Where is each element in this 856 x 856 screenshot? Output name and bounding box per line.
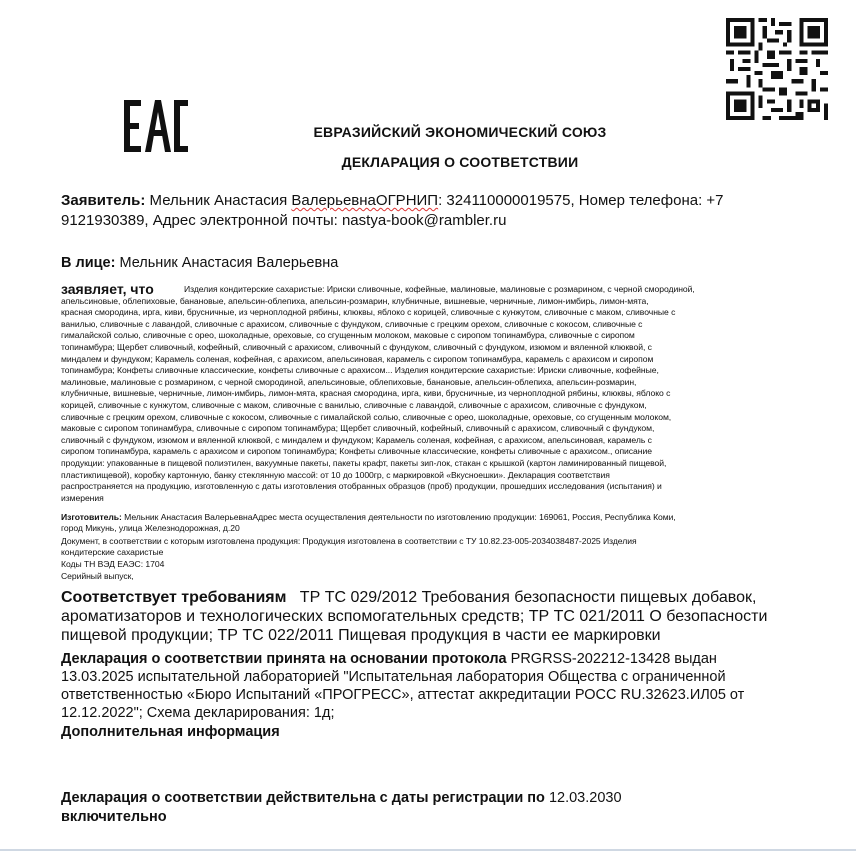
description-line: сиропом топинамбура, карамель с арахисом и сиропом топинамбура; Конфеты сливочные классические, конфеты сливочные с арахисом., описание: [61, 446, 652, 457]
description-line: распространяется на продукцию, изготовленную с даты изготовления отобранных образцов (проб) продукции, прошедших исследования (испытания) и: [61, 481, 662, 492]
description-line: миндалем и фундуком; Карамель соленая, кофейная, с арахисом, апельсиновая, карамель с сиропом топинамбура, карамель с арахисом и сиропом: [61, 353, 654, 364]
description-line: сливочные с грецким орехом, сливочные с кокосом, сливочные с гималайской солью, сливочные с орео, шоколадные, ореховые, со сгущенным молоком,: [61, 411, 672, 422]
description-line: корицей, сливочные с кунжутом, сливочные с маком, сливочные с ванилью, сливочные с лавандой, сливочные с арахисом, сливочные с фундуком,: [61, 400, 647, 410]
description-line: пластикпищевой), коробку картонную, банку стеклянную массой: от 10 до 1000гр, с маркировкой «Вкусноешки». Декларация соответствия: [61, 469, 610, 480]
document-line-1: Документ, в соответствии с которым изготовлена продукция: Продукция изготовлена в соответствии с ТУ 10.82.23-005-2034038487-2025 Изделия: [61, 536, 637, 546]
applicant-label: Заявитель:: [61, 192, 146, 209]
union-title: ЕВРАЗИЙСКИЙ ЭКОНОМИЧЕСКИЙ СОЮЗ: [313, 124, 607, 140]
description-line: апельсиновые, облепиховые, банановые, апельсин-облепиха, апельсин-розмарин, клубничные, вишневые, черничные, лимон-имбирь, лимон-мята,: [61, 295, 649, 306]
description-line: клубничные, вишневые, черничные, лимон-имбирь, лимон-мята, красная смородина, ирга, киви, брусничные, из черноплодной рябины, клюквы, яблоко с: [61, 388, 671, 399]
validity-line-1: Декларация о соответствии действительна с даты регистрации по 12.03.2030: [61, 790, 622, 806]
serial-release: Серийный выпуск,: [61, 571, 134, 581]
description-line: красная смородина, ирга, киви, брусничные, из черноплодной рябины, клюквы, яблоко с корицей, сливочные с кунжутом, сливочные с маком, сливочные с: [61, 307, 676, 318]
description-line: Изделия кондитерские сахаристые: Ириски сливочные, кофейные, малиновые, малиновые с розмарином, с черной смородиной,: [184, 284, 695, 294]
validity-date: 12.03.2030: [548, 790, 622, 806]
manufacturer-line-2: город Микунь, улица Железнодорожная, д.20: [61, 523, 240, 533]
description-line: маковые с сиропом топинамбура, сливочные с сиропом топинамбура; Щербет сливочный, кофейный, сливочный с арахисом, сливочный с фундуком,: [61, 423, 655, 434]
applicant-line-2: 9121930389, Адрес электронной почты: nastya-book@rambler.ru: [61, 212, 507, 229]
requirements-line-3: пищевой продукции; ТР ТС 022/2011 Пищевая продукция в части ее маркировки: [61, 627, 661, 644]
applicant-patronymic: ВалерьевнаОГРНИП: [291, 192, 439, 209]
document-line-2: кондитерские сахаристые: [61, 547, 164, 557]
validity-line-2: включительно: [61, 809, 167, 825]
description-line: топинамбура; Конфеты сливочные классические, конфеты сливочные с арахисом... Изделия кондитерские сахаристые: Ириски сливочные, кофейные,: [61, 365, 659, 376]
protocol-line-2: 13.03.2025 испытательной лабораторией "Испытательная лаборатория Общества с ограниченной: [61, 669, 726, 685]
requirements-line-1: Соответствует требованиям ТР ТС 029/2012 Требования безопасности пищевых добавок,: [61, 589, 757, 606]
description-line: измерения: [61, 492, 104, 503]
document-title: ДЕКЛАРАЦИЯ О СООТВЕТСТВИИ: [341, 154, 579, 170]
declares-label: заявляет, что: [61, 281, 154, 297]
applicant-name: Мельник Анастасия: [149, 192, 292, 209]
protocol-line-3: ответственностью «Бюро Испытаний «ПРОГРЕСС», аттестат аккредитации РОСС RU.32623.ИЛ05 от: [61, 687, 745, 703]
description-line: ванилью, сливочные с лавандой, сливочные с арахисом, сливочные с фундуком, сливочные с грецким орехом, сливочные с кокосом, сливочные с: [61, 318, 643, 329]
description-line: малиновые, малиновые с розмарином, с черной смородиной, апельсиновые, облепиховые, банановые, апельсин-облепиха, апельсин-розмарин,: [61, 376, 637, 387]
requirements-line-2: ароматизаторов и технологических вспомогательных средств; ТР ТС 021/2011 О безопасности: [61, 608, 768, 625]
hs-codes: Коды ТН ВЭД ЕАЭС: 1704: [61, 559, 165, 569]
protocol-line-1: Декларация о соответствии принята на основании протокола PRGRSS-202212-13428 выдан: [61, 651, 717, 667]
manufacturer-line-1: Изготовитель: Мельник Анастасия ВалерьевнаАдрес места осуществления деятельности по изготовлению продукции: 169061, Россия, Республика Коми,: [61, 512, 676, 522]
description-line: топинамбура; Щербет сливочный, кофейный, сливочный с арахисом, сливочный с фундуком, сливочный с фундуком, изюмом и вяленной клюквой, с: [61, 342, 652, 352]
applicant-line-1: Заявитель: Мельник Анастасия ВалерьевнаОГРНИП: 324110000019575, Номер телефона: +7: [61, 192, 724, 209]
qr-code: [726, 18, 828, 120]
description-line: продукции: упакованные в пищевой полиэтилен, вакуумные пакеты, пакеты крафт, пакеты зип-лок, стакан с крышкой (картон ламинированный пищевой,: [61, 458, 667, 468]
person-line: В лице: Мельник Анастасия Валерьевна: [61, 255, 339, 271]
additional-info-label: Дополнительная информация: [61, 724, 280, 740]
description-line: гималайской солью, сливочные с орео, шоколадные, ореховые, со сгущенным молоком, маковые с сиропом топинамбура, сливочные с сиропом: [61, 330, 635, 341]
page-bottom-edge: [0, 849, 856, 851]
protocol-line-4: 12.12.2022"; Схема декларирования: 1д;: [61, 705, 335, 721]
description-line: сливочный с фундуком, изюмом и вяленной клюквой, с миндалем и фундуком; Карамель соленая, кофейная, с арахисом, апельсиновая, карамель с: [61, 434, 652, 445]
